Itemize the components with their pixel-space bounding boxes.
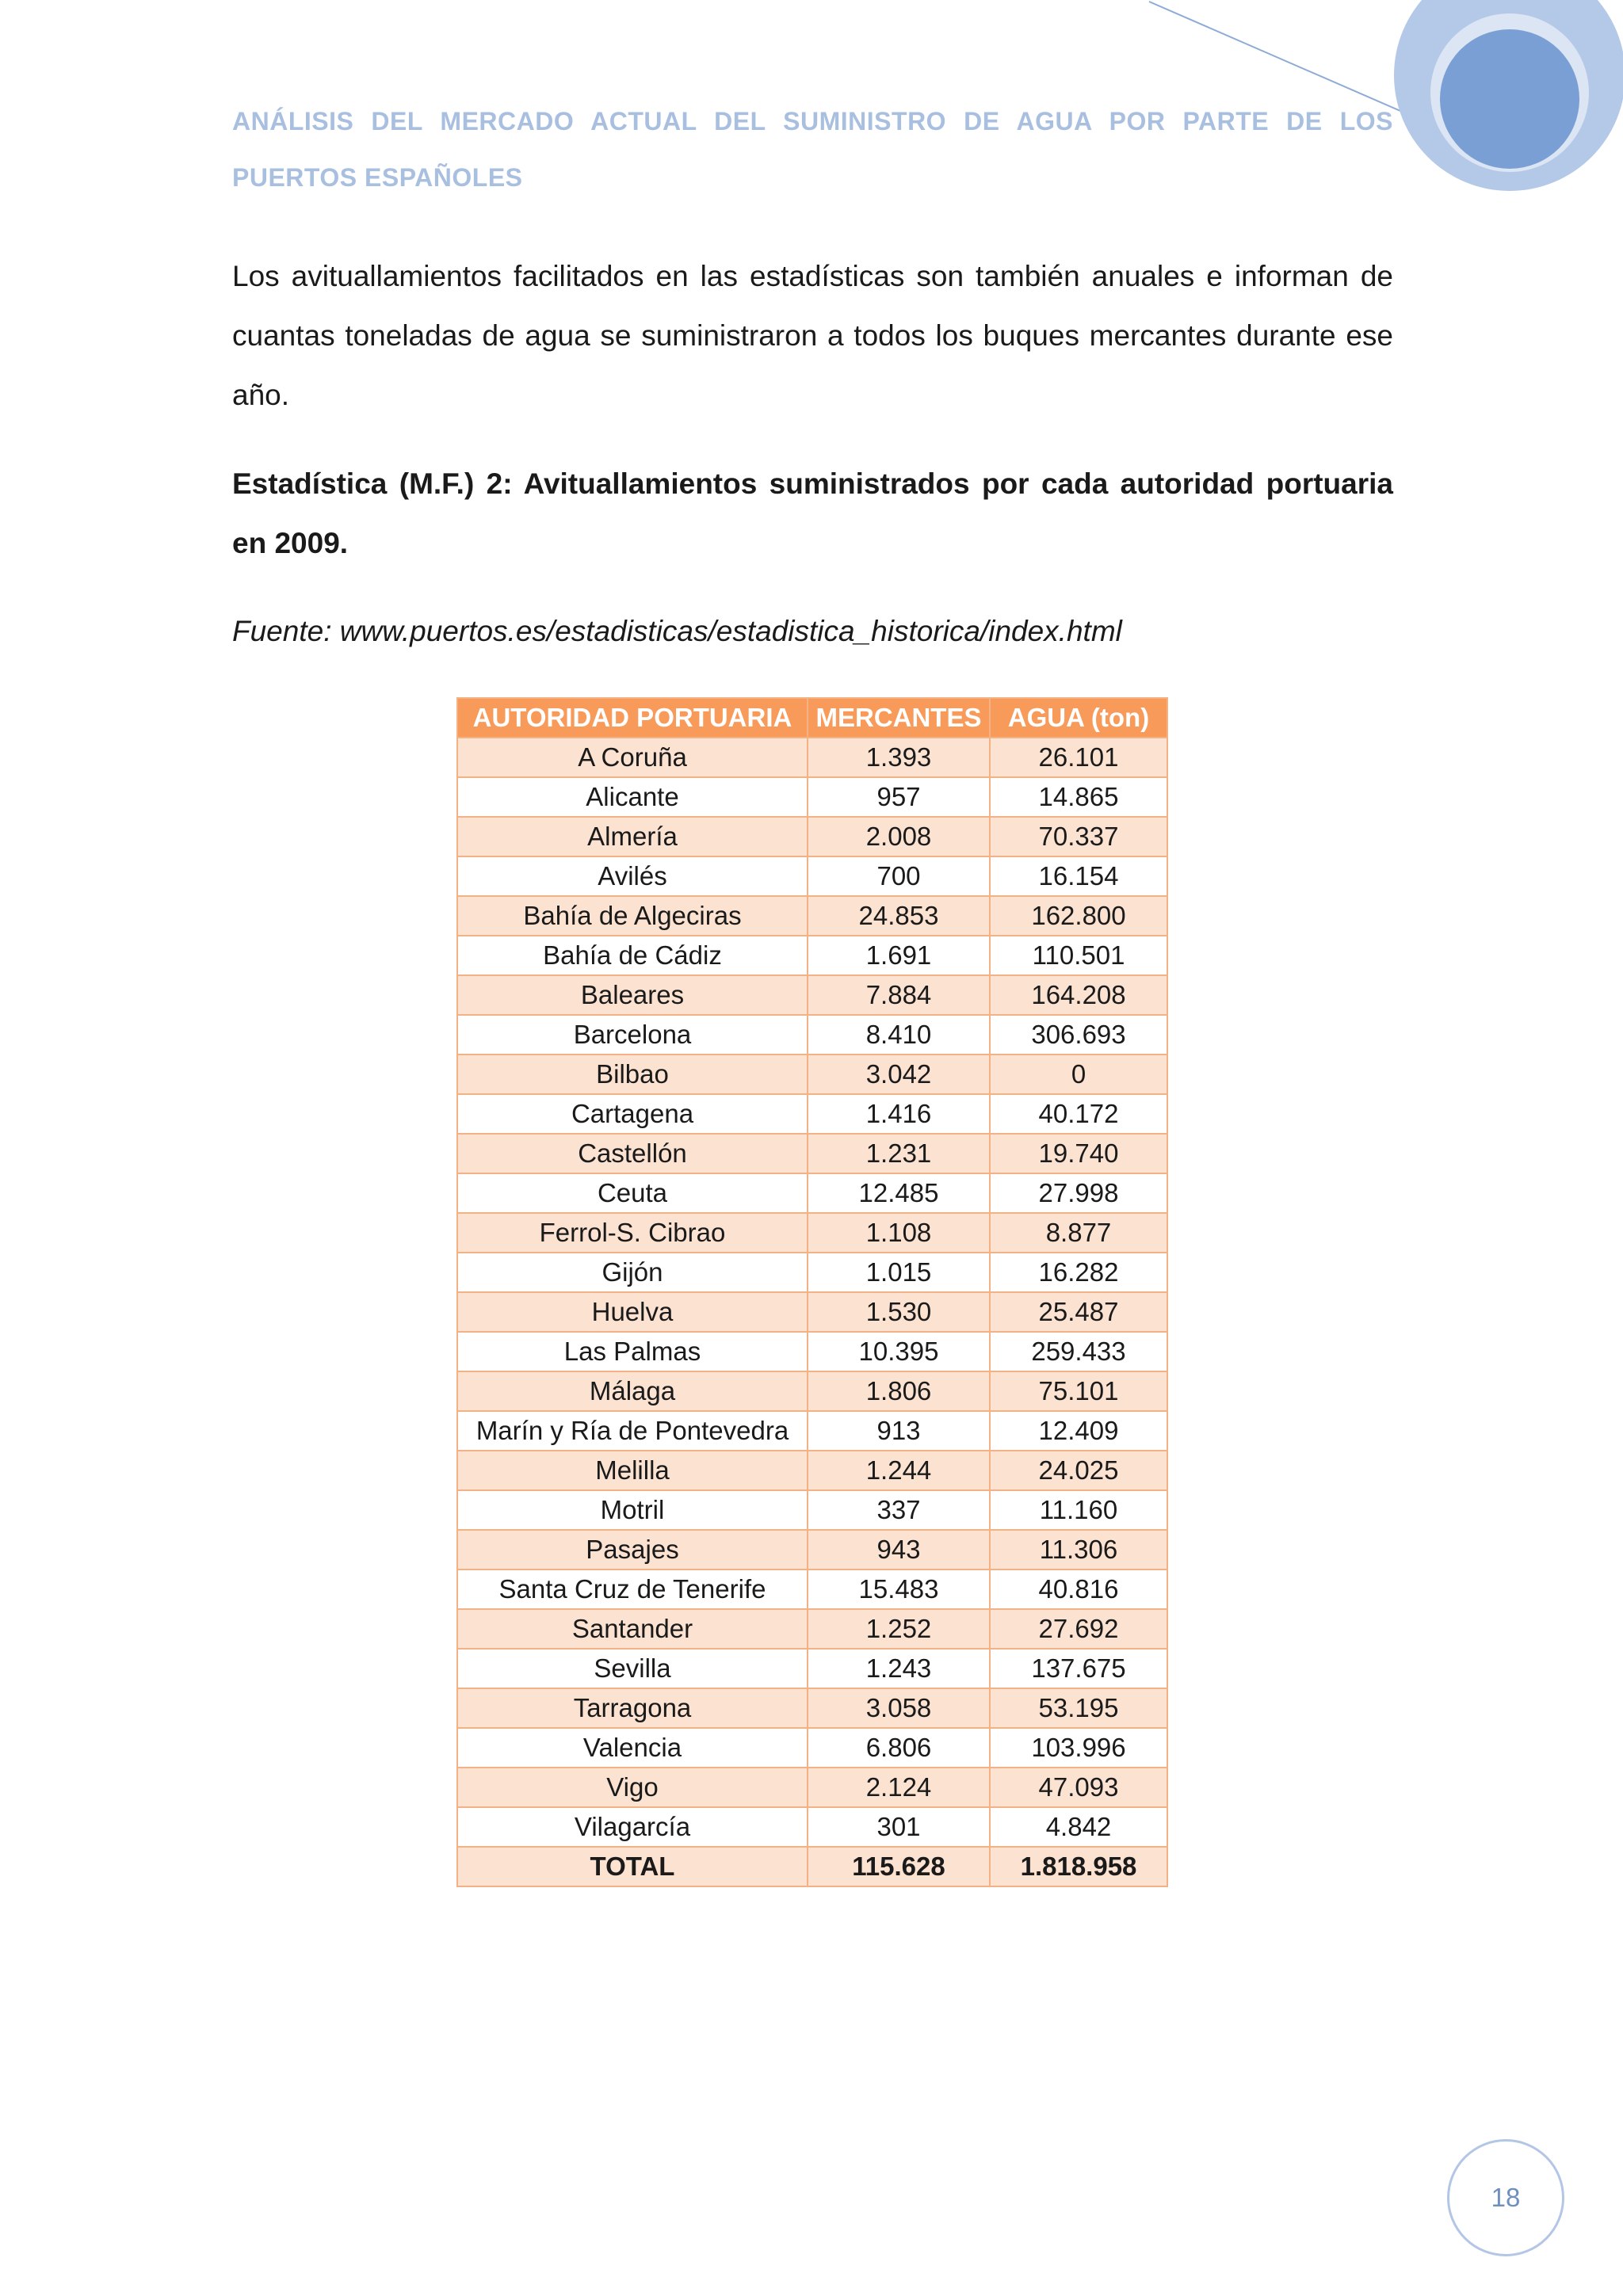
port-cell: Bilbao bbox=[457, 1055, 808, 1094]
port-cell: Marín y Ría de Pontevedra bbox=[457, 1411, 808, 1451]
mercantes-cell: 1.244 bbox=[808, 1451, 990, 1490]
agua-cell: 70.337 bbox=[990, 817, 1167, 856]
agua-cell: 110.501 bbox=[990, 936, 1167, 975]
agua-cell: 53.195 bbox=[990, 1688, 1167, 1728]
table-row bbox=[457, 1094, 1167, 1134]
mercantes-cell: 337 bbox=[808, 1490, 990, 1530]
table-row bbox=[457, 1768, 1167, 1807]
table-total-row bbox=[457, 1847, 1167, 1886]
table-row bbox=[457, 1134, 1167, 1173]
table-header-row bbox=[457, 698, 1167, 738]
table-row bbox=[457, 1213, 1167, 1253]
total-agua-cell: 1.818.958 bbox=[990, 1847, 1167, 1886]
mercantes-cell: 700 bbox=[808, 856, 990, 896]
supply-table bbox=[456, 697, 1168, 1887]
agua-cell: 137.675 bbox=[990, 1649, 1167, 1688]
agua-cell: 164.208 bbox=[990, 975, 1167, 1015]
agua-cell: 27.998 bbox=[990, 1173, 1167, 1213]
table-row bbox=[457, 1688, 1167, 1728]
port-cell: Ferrol-S. Cibrao bbox=[457, 1213, 808, 1253]
port-cell: Almería bbox=[457, 817, 808, 856]
agua-cell: 27.692 bbox=[990, 1609, 1167, 1649]
table-row bbox=[457, 1728, 1167, 1768]
mercantes-cell: 1.393 bbox=[808, 738, 990, 777]
agua-cell: 75.101 bbox=[990, 1371, 1167, 1411]
agua-cell: 24.025 bbox=[990, 1451, 1167, 1490]
mercantes-cell: 1.806 bbox=[808, 1371, 990, 1411]
port-cell: Santander bbox=[457, 1609, 808, 1649]
port-cell: A Coruña bbox=[457, 738, 808, 777]
port-cell: Bahía de Algeciras bbox=[457, 896, 808, 936]
port-cell: Barcelona bbox=[457, 1015, 808, 1055]
port-cell: Santa Cruz de Tenerife bbox=[457, 1569, 808, 1609]
port-cell: Bahía de Cádiz bbox=[457, 936, 808, 975]
table-row bbox=[457, 777, 1167, 817]
agua-cell: 8.877 bbox=[990, 1213, 1167, 1253]
port-cell: Cartagena bbox=[457, 1094, 808, 1134]
mercantes-cell: 301 bbox=[808, 1807, 990, 1847]
agua-cell: 16.282 bbox=[990, 1253, 1167, 1292]
table-row bbox=[457, 1807, 1167, 1847]
port-cell: Tarragona bbox=[457, 1688, 808, 1728]
agua-cell: 25.487 bbox=[990, 1292, 1167, 1332]
port-cell: Castellón bbox=[457, 1134, 808, 1173]
agua-cell: 19.740 bbox=[990, 1134, 1167, 1173]
mercantes-cell: 2.124 bbox=[808, 1768, 990, 1807]
agua-cell: 4.842 bbox=[990, 1807, 1167, 1847]
port-cell: Sevilla bbox=[457, 1649, 808, 1688]
mercantes-cell: 6.806 bbox=[808, 1728, 990, 1768]
table-row bbox=[457, 817, 1167, 856]
agua-cell: 40.816 bbox=[990, 1569, 1167, 1609]
page-number bbox=[1447, 2139, 1564, 2256]
agua-cell: 40.172 bbox=[990, 1094, 1167, 1134]
port-cell: Las Palmas bbox=[457, 1332, 808, 1371]
total-label-cell: TOTAL bbox=[457, 1847, 808, 1886]
agua-cell: 14.865 bbox=[990, 777, 1167, 817]
body-paragraph: Los avituallamientos facilitados en las estadísticas son también anuales e informan de cuantas toneladas de agua se suministraron a todos los buques mercantes durante ese año. bbox=[232, 260, 1393, 411]
agua-cell: 306.693 bbox=[990, 1015, 1167, 1055]
mercantes-cell: 913 bbox=[808, 1411, 990, 1451]
table-row bbox=[457, 1490, 1167, 1530]
agua-cell: 259.433 bbox=[990, 1332, 1167, 1371]
table-row bbox=[457, 896, 1167, 936]
port-cell: Alicante bbox=[457, 777, 808, 817]
mercantes-cell: 2.008 bbox=[808, 817, 990, 856]
port-cell: Valencia bbox=[457, 1728, 808, 1768]
total-mercantes-cell: 115.628 bbox=[808, 1847, 990, 1886]
port-cell: Pasajes bbox=[457, 1530, 808, 1569]
port-cell: Motril bbox=[457, 1490, 808, 1530]
mercantes-cell: 7.884 bbox=[808, 975, 990, 1015]
table-row bbox=[457, 1253, 1167, 1292]
mercantes-cell: 1.243 bbox=[808, 1649, 990, 1688]
table-row bbox=[457, 856, 1167, 896]
agua-cell: 11.160 bbox=[990, 1490, 1167, 1530]
table-row bbox=[457, 1332, 1167, 1371]
agua-cell: 47.093 bbox=[990, 1768, 1167, 1807]
table-row bbox=[457, 1609, 1167, 1649]
port-cell: Málaga bbox=[457, 1371, 808, 1411]
agua-cell: 162.800 bbox=[990, 896, 1167, 936]
header-agua: AGUA (ton) bbox=[990, 698, 1167, 738]
table-row bbox=[457, 1451, 1167, 1490]
mercantes-cell: 3.058 bbox=[808, 1688, 990, 1728]
agua-cell: 12.409 bbox=[990, 1411, 1167, 1451]
mercantes-cell: 15.483 bbox=[808, 1569, 990, 1609]
port-cell: Vilagarcía bbox=[457, 1807, 808, 1847]
mercantes-cell: 12.485 bbox=[808, 1173, 990, 1213]
header-circle-inner bbox=[1440, 29, 1579, 169]
mercantes-cell: 1.108 bbox=[808, 1213, 990, 1253]
mercantes-cell: 1.416 bbox=[808, 1094, 990, 1134]
header-mercantes: MERCANTES bbox=[808, 698, 990, 738]
page-number-label: 18 bbox=[1491, 2183, 1521, 2212]
agua-cell: 16.154 bbox=[990, 856, 1167, 896]
table-row bbox=[457, 936, 1167, 975]
table-row bbox=[457, 975, 1167, 1015]
table-source: Fuente: www.puertos.es/estadisticas/estadistica_historica/index.html bbox=[232, 615, 1122, 647]
port-cell: Avilés bbox=[457, 856, 808, 896]
port-cell: Huelva bbox=[457, 1292, 808, 1332]
table-row bbox=[457, 1649, 1167, 1688]
mercantes-cell: 943 bbox=[808, 1530, 990, 1569]
mercantes-cell: 24.853 bbox=[808, 896, 990, 936]
table-row bbox=[457, 1371, 1167, 1411]
table-row bbox=[457, 1015, 1167, 1055]
table-row bbox=[457, 1411, 1167, 1451]
table-row bbox=[457, 1569, 1167, 1609]
mercantes-cell: 1.530 bbox=[808, 1292, 990, 1332]
agua-cell: 0 bbox=[990, 1055, 1167, 1094]
mercantes-cell: 8.410 bbox=[808, 1015, 990, 1055]
mercantes-cell: 10.395 bbox=[808, 1332, 990, 1371]
mercantes-cell: 957 bbox=[808, 777, 990, 817]
port-cell: Ceuta bbox=[457, 1173, 808, 1213]
table-caption: Estadística (M.F.) 2: Avituallamientos suministrados por cada autoridad portuaria en 2009. bbox=[232, 467, 1393, 559]
table-row bbox=[457, 1530, 1167, 1569]
mercantes-cell: 1.231 bbox=[808, 1134, 990, 1173]
mercantes-cell: 1.252 bbox=[808, 1609, 990, 1649]
table-row bbox=[457, 1173, 1167, 1213]
port-cell: Melilla bbox=[457, 1451, 808, 1490]
port-cell: Vigo bbox=[457, 1768, 808, 1807]
port-cell: Gijón bbox=[457, 1253, 808, 1292]
table-row bbox=[457, 1055, 1167, 1094]
mercantes-cell: 3.042 bbox=[808, 1055, 990, 1094]
agua-cell: 11.306 bbox=[990, 1530, 1167, 1569]
table-row bbox=[457, 1292, 1167, 1332]
agua-cell: 26.101 bbox=[990, 738, 1167, 777]
header-title: ANÁLISIS DEL MERCADO ACTUAL DEL SUMINISTRO DE AGUA POR PARTE DE LOS PUERTOS ESPAÑOLES bbox=[232, 107, 1393, 192]
header-autoridad: AUTORIDAD PORTUARIA bbox=[457, 698, 808, 738]
mercantes-cell: 1.015 bbox=[808, 1253, 990, 1292]
agua-cell: 103.996 bbox=[990, 1728, 1167, 1768]
mercantes-cell: 1.691 bbox=[808, 936, 990, 975]
port-cell: Baleares bbox=[457, 975, 808, 1015]
table-row bbox=[457, 738, 1167, 777]
